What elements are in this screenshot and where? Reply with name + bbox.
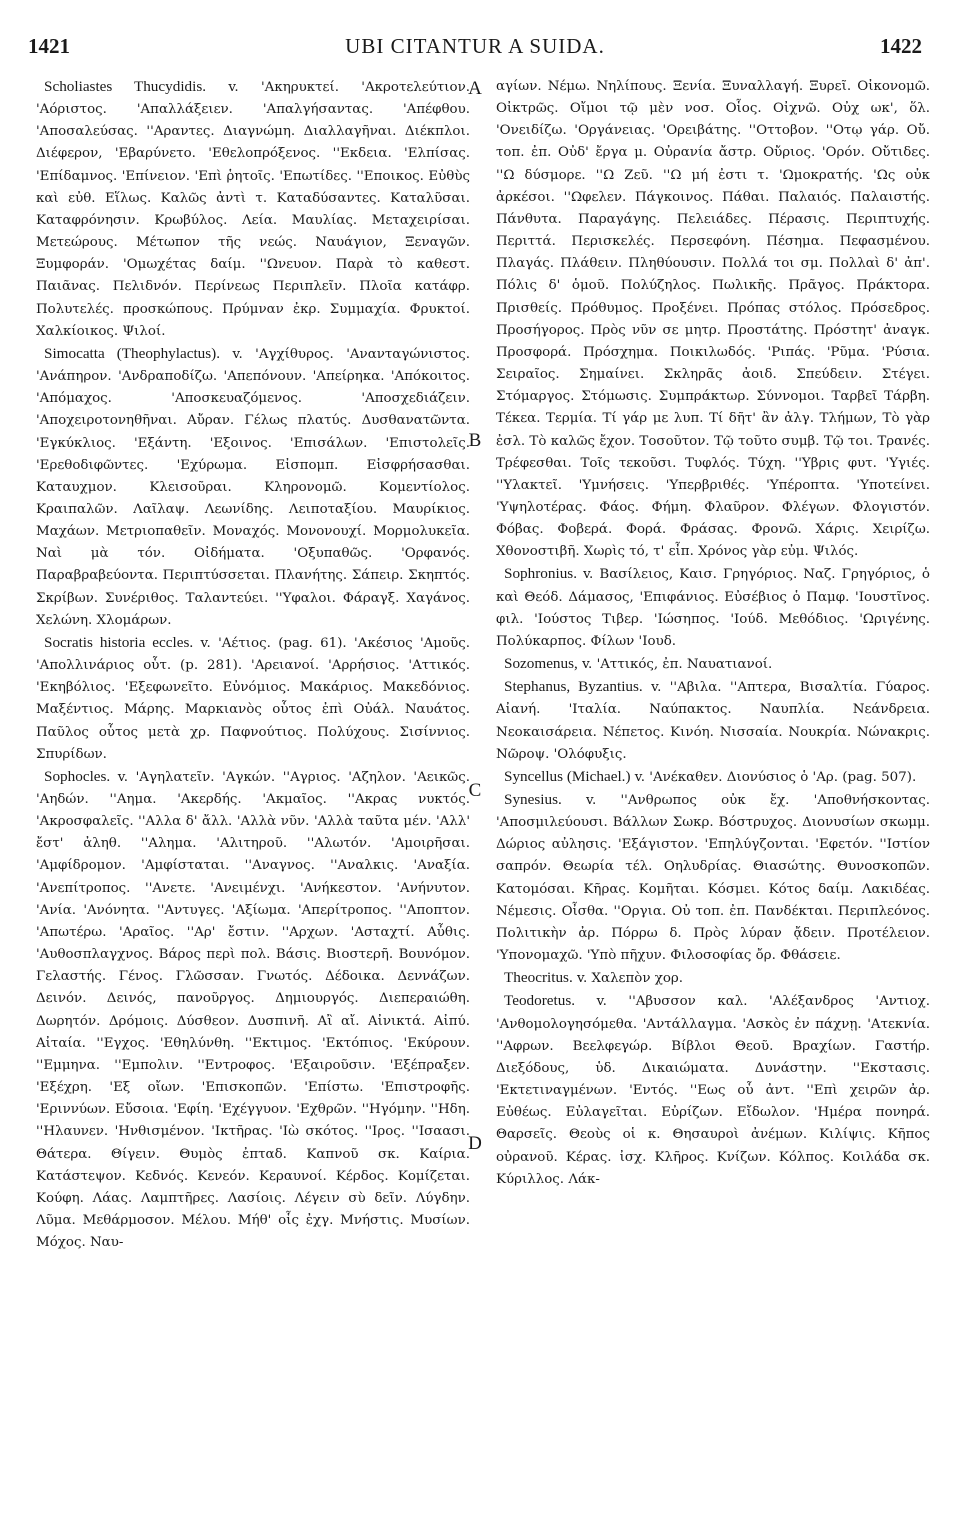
page-title: UBI CITANTUR A SUIDA. [345, 33, 605, 58]
margin-letter-d: D [468, 1133, 482, 1154]
entry-author: Socratis historia eccles. [44, 633, 194, 651]
index-entry [496, 563, 930, 653]
entry-text: v. ''Αβυσσον καλ. 'Αλέξανδρος 'Αντιοχ. 'Ανθομολογησόμεθα. 'Αντάλλαγμα. 'Ασκὸς ἐν πάχνῃ. 'Ατεκνία. ''Αφρων. Βεελφεγώρ. Βίβλοι Θεοῦ. Βραχίων. Γαστήρ. Διεξόδους, ὑδ. Δικαιώματα. Δυνάστην. ''Εκστασις. 'Εκτετιναγμένων. 'Εντός. ''Εως οὗ ἀντ. ''Επὶ χειρῶν ἀρ. Εὐθέως. Εὐλαγεῖται. Εὐρίζων. Εἴδωλον. 'Ημέρα πονηρά. Θαρσεῖς. Θεοὺς οἱ κ. Θησαυροὶ ἀνέμων. Κιλίψις. Κῆπος οὐρανοῦ. Κέρας. ἰσχ. Κλῆρος. Κνίζων. Κόλπος. Κοιλάδα σκ. Κύριλλος. Λάκ- [496, 994, 930, 1187]
entry-author: Stephanus, Byzantius. [504, 678, 643, 696]
entry-text: v. 'Ανέκαθεν. Διονύσιος ὁ 'Αρ. (pag. 507). [630, 769, 917, 785]
entry-text: v. 'Αγηλατεῖν. 'Αγκών. ''Αγριος. 'Αζηλον. 'Αεικῶς. 'Αηδών. ''Αημα. 'Ακερδής. 'Ακμαῖος. ''Ακρας νυκτός. 'Ακροσφαλεῖς. ''Αλλα δ' ἄλλ. 'Αλλὰ νῦν. 'Αλλὰ ταῦτα μέν. 'Αλλ' ἔστ' ἀληθ. ''Αλημα. 'Αλιτηροῦ. ''Αλωτόν. 'Αμοιρῆσαι. 'Αμφίδρομον. 'Αμφίσταται. ''Αναγνος. ''Αναλκις. 'Αναξία. 'Ανεπίτροπος. ''Ανετε. 'Ανειμένχι. 'Ανήκεστον. 'Ανήνυτον. 'Ανία. 'Ανόνητα. ''Αντυγες. 'Αξίωμα. 'Απερίτροπος. ''Αποπτον. 'Απωτέρω. 'Αραῖος. ''Αρ' ἔστιν. ''Αρχων. 'Ασταχτί. Αὖθις. 'Αυθοσπλαγχνος. Βάρος περὶ πολ. Βάσις. Βιοστερῆ. Βουνόμον. Γελαστής. Γένος. Γλῶσσαν. Γνωτός. Δέδοικα. Δεννάζων. Δεινόν. Δεινός, πανοῦργος. Δημιουργός. Διεπεραιώθη. Δωρητόν. Δρόμοις. Δύσθεον. Δυσπινῆ. Αἲ αἴ. Αἰνικτά. Αἰπύ. Αἰταία. ''Εγχος. 'Εθηλύνθη. ''Εκτιμος. 'Εκτόπιος. 'Εκύρουν. ''Εμμηνα. ''Εμπολιν. ''Εντροφος. 'Εξαιροῦσιν. 'Εξέπραξεν. 'Εξέχρη. 'Εξ οἴων. 'Επισκοπῶν. 'Επίστω. 'Επιστροφῆς. 'Εριννύων. Εὔσοια. 'Εφίη. 'Εχέγγυον. 'Εχθρῶν. ''Ηγόμην. ''Ηδη. ''Ηλαυνεν. 'Ηνθισμένον. 'Ικτῆρας. 'Ιὼ σκότος. ''Ιρος. ''Ισαασι. Θάτερα. Θίγειν. Θυμὸς ἐπταδ. Καπνοῦ σκ. Καίρια. Κατάστεψον. Κεδνός. Κενεόν. Κεραυνοί. Κέρδος. Κομίζεται. Κούφη. Λάας. Λαμπτῆρες. Λασίοις. Λέγειν σὺ δεῖν. Λύγδην. Λῦμα. Μεθάρμοσον. Μέλου. Μήθ' οἷς ἐχγ. Μνήστις. Μυσίων. Μόχος. Ναυ- [36, 769, 470, 1251]
entry-author: Sozomenus, [504, 655, 578, 673]
margin-letter-b: B [468, 430, 482, 451]
entry-author: Sophocles. [44, 767, 111, 785]
entry-text: v. 'Αγχίθυρος. 'Ανανταγώνιστος. 'Ανάπηρον. 'Ανδραποδίζω. 'Απεπόνουν. 'Απείρηκα. 'Απόκοιτος. 'Απόμαχος. 'Αποσκευαζόμενος. 'Αποσχεδιάζειν. 'Αποχειροτονηθῆναι. Αὔραν. Γέλως πλατύς. Δυσθανατῶντα. 'Εγκύκλιος. 'Εξάντη. 'Εξοινος. 'Επισάλων. 'Επιστολεῖς. 'Ερεθοδιφῶντες. 'Εχύρωμα. Εἰσπομπ. Εἰσφρήσασθαι. Καταυχμον. Κλεισοῦραι. Κληρονομῶ. Κομεντίολος. Κραιπαλῶν. Λαῖλαψ. Λεωνίδης. Λειποταξίου. Μαυρίκιος. Μαχάων. Μετριοπαθεῖν. Μοναχός. Μονονουχί. Μορμολυκεῖα. Ναὶ μὰ τόν. Οἰδήματα. 'Οξυπαθῶς. 'Ορφανός. Παραβραβεύοντα. Περιπτύσσεται. Πλανήτης. Σάπειρ. Σκηπτός. Σκρίβων. Συνέριθος. Ταλαντεύει. ''Υφαλοι. Φάραγξ. Χαγάνος. Χελώνη. Χλομάρων. [36, 346, 471, 628]
entry-text: v. ''Ανθρωπος οὐκ ἔχ. 'Αποθνήσκοντας. 'Αποσμιλεύουσι. Βάλλων Σωκρ. Βόστρυχος. Διονυσίων σκωμμ. Δώριος αὐλησις. 'Εξάγιστον. 'Επηλύγζονται. 'Εφετόν. ''Ιστίον σαπρόν. Θεωρία τέλ. Οηλυδρίας. Θιασώτης. Θυνοσκοπῶν. Κατομόσαι. Κῆρας. Κομῆται. Κόσμει. Κότος δαίμ. Λακιδέας. Νέμεσις. Οἶσθα. ''Οργια. Οὐ τοπ. ἐπ. Πανδέκται. Περιπλεόνος. Πολιτικὴν ἀρ. Πόρρω δ. Πρὸς λύραν ᾄδειν. Προτέλειον. 'Υπονομαχῶ. 'Υπὸ πῆχυν. Φιλοσοφίας ὄρ. Φθάσειε. [496, 793, 930, 964]
index-entry [496, 676, 930, 766]
index-entry [496, 766, 930, 789]
entry-author: Sophronius. [504, 565, 577, 583]
entry-text: v. 'Αέτιος. (pag. 61). 'Ακέσιος 'Αμοῦς. 'Απολλινάριος οὗτ. (p. 281). 'Αρειανοί. 'Αρρήσιος. 'Αττικός. 'Εκηβόλιος. 'Εξεφωνεῖτο. Εὐνόμιος. Μακάριος. Μακεδόνιος. Μαξέντιος. Μάρης. Μαρκιανὸς οὗτος ἐπὶ Οὐάλ. Ναυάτος. Παῦλος οὗτος μετὰ χρ. Παφνούτιος. Πολύχους. Σισίννιος. Σπυρίδων. [36, 635, 470, 762]
index-entry [36, 343, 470, 632]
entry-text: αγίων. Νέμω. Νηλίπους. Ξενία. Ξυναλλαγή. Ξυρεῖ. Οἰκονομῶ. Οἰκτρῶς. Οἴμοι τῷ μὲν νοσ. Οἷος. Οἰχνῶ. Οὐχ ωκ', ὅλ. 'Ονειδίζω. 'Οργάνειας. 'Ορειβάτης. ''Οττοβον. ''Οτῳ γάρ. Οὔ. τοπ. ἐπ. Οὐδ' ἔργα μ. Οὐρανία ἄστρ. Οὔριος. 'Ορόν. Οὔτιδες. ''Ω δύσμορε. ''Ω Ζεῦ. ''Ω μή ἐστι τ. 'Ωμοκρατής. 'Ως οὐκ ἀρκέσοι. ''Ωφελεν. Πάγκοινος. Πάθαι. Παλαιός. Παλαιστής. Πάνθυτα. Παραγάγης. Πελειάδες. Πέρασις. Περιπτυχής. Περιττά. Περισκελές. Περσεφόνη. Πέσημα. Πεφασμένου. Πλαγάς. Πλάθειν. Πληθύουσιν. Πολλά τοι σμ. Πολλαὶ δ' ἀπ'. Πόλις δ' ὁμοῦ. Πολύζηλος. Πωλικῆς. Πρᾶγος. Πράκτορα. Πρισθείς. Πρόθυμος. Προξένει. Πρόπας στόλος. Πρόσεδρος. Προσήγορος. Πρὸς νῦν σε μητρ. Προστάτης. Πρόστητ' ἀναγκ. Προσφορά. Πρόσχημα. Ποικιλωδός. 'Ριπάς. 'Ρῦμα. 'Ρύσια. Σειραῖος. Σημαίνει. Σκληρᾶς ἀοιδ. Σπεύδειν. Στέγει. Στόμαργος. Στόμωσις. Συμπράκτωρ. Σύννομοι. Ταρβεῖ Τάρβη. Τέκεα. Τερμία. Τί γάρ με λυπ. Τί δῆτ' ἂν ἀλγ. Τλήμων, Τὸ γὰρ ἐσλ. Τὸ καλῶς ἔχον. Τοσοῦτον. Τῷ τοῦτο συμβ. Τῷ τοι. Τρανές. Τρέφεσθαι. Τοῖς τεκοῦσι. Τυφλός. Τύχη. ''Υβρις φυτ. 'Υγιές. ''Υλακτεῖ. 'Υμνήσεις. 'Υπερβριθές. 'Υπέροπτα. 'Υποτείνει. 'Υψηλοτέρας. Φάος. Φήμη. Φλαῦρον. Φλέγων. Φλογιστόν. Φόβας. Φοβερά. Φορά. Φράσας. Φρονῶ. Χάρις. Χειρίζω. Χθονοστιβῆ. Χωρὶς τό, τ' εἶπ. Χρόνος γὰρ εὐμ. Ψιλός. [496, 79, 930, 560]
margin-letter-c: C [468, 780, 482, 801]
left-column [36, 76, 470, 1254]
right-column [496, 76, 930, 1191]
entry-text: v. Βασίλειος, Καισ. Γρηγόριος. Ναζ. Γρηγόριος, ὁ καὶ Θεόδ. Δάμασος, 'Επιφάνιος. Εὐσέβιος ὁ Παμφ. 'Ιουστῖνος. φιλ. 'Ιούστος Τιβερ. 'Ιώσηπος. 'Ιούδ. Μεθόδιος. 'Ωριγένης. Πολύκαρπος. Φίλων 'Ιουδ. [496, 567, 930, 649]
page-number-left: 1421 [28, 33, 70, 58]
index-entry [496, 967, 930, 990]
index-entry [36, 766, 470, 1254]
entry-text: v. 'Αττικός, ἐπ. Ναυατιανοί. [577, 657, 773, 673]
entry-author: Syncellus (Michael.) [504, 767, 631, 785]
index-entry [496, 789, 930, 967]
index-entry [496, 653, 930, 676]
entry-author: Teodoretus. [504, 992, 576, 1010]
entry-author: Theocritus. [504, 969, 573, 987]
page-header [28, 28, 922, 64]
entry-text: v. ''Αβιλα. ''Απτερα, Βισαλτία. Γύαρος. Αἰανή. 'Ιταλία. Ναύπακτος. Ναυπλία. Νεάνδρεια. Νεοκαισάρεια. Νέπετος. Κινόη. Νισσαία. Νουκρία. Νώνακρις. Νῶροψ. 'Ολόφυξις. [496, 680, 930, 762]
entry-author: Simocatta (Theophylactus). [44, 344, 221, 362]
entry-continuation [496, 76, 930, 563]
page-number-right: 1422 [879, 33, 922, 58]
index-entry [496, 990, 930, 1190]
margin-letter-a: A [468, 78, 482, 99]
entry-author: Synesius. [504, 791, 562, 808]
entry-text: v. Χαλεπὸν χορ. [572, 971, 684, 987]
entry-text: v. 'Ακηρυκτεί. 'Ακροτελεύτιον. 'Αόριστος. 'Απαλλάξειεν. 'Απαλγήσαντας. 'Απέφθου. 'Αποσαλεύσας. ''Αραντες. Διαγνώμη. Διαλλαγῆναι. Διέκπλοι. Διέφερον, 'Εβαρύνετο. 'Εθελοπρόξενος. ''Εκδεια. 'Ελπίσας. 'Επίδαμνος. 'Επίνειον. 'Επὶ ῥητοῖς. 'Επωτίδες. ''Εποικος. Εὐθὺς καὶ εὐθ. Εἵλως. Καλῶς ἀντὶ τ. Καταδύσαντες. Καταλῦσαι. Καταφρόνησιν. Κρωβύλος. Λεία. Μαυλίας. Μεταχειρίσαι. Μετεώρους. Μέτωπον τῆς νεώς. Ναυάγιον, Ξεναγῶν. Ξυμφοράν. 'Ομωχέτας δαίμ. ''Ωνευον. Παρὰ τὸ καθεστ. Παιᾶνας. Πελιδνόν. Περίνεως Περιπλεῖν. Πλοῖα κατάφρ. Πολυτελές. προσκώπους. Πρύμναν ἐκρ. Συμμαχία. Φρυκτοί. Χαλκίοικος. Ψιλοί. [36, 80, 470, 339]
entry-author: Scholiastes Thucydidis. [44, 78, 207, 95]
index-entry [36, 76, 470, 343]
index-entry [36, 632, 470, 766]
